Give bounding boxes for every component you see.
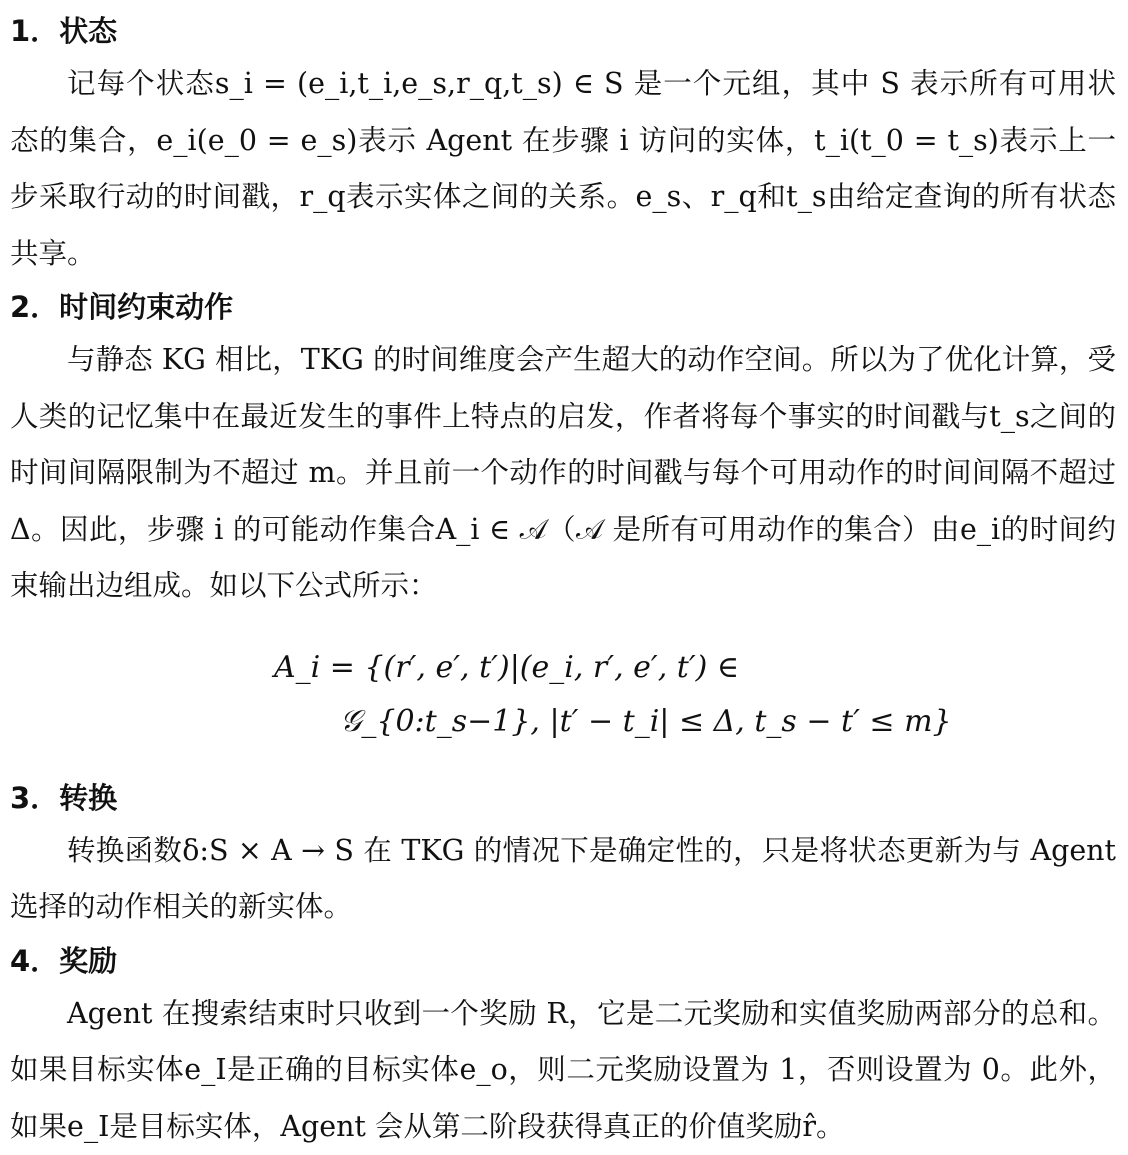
section-heading-reward: 4．奖励 bbox=[10, 936, 1116, 986]
section-text-transition-content: 转换函数δ:S × A → S 在 TKG 的情况下是确定性的，只是将状态更新为与 Agent 选择的动作相关的新实体。 bbox=[10, 834, 1116, 924]
section-heading-state: 1．状态 bbox=[10, 6, 1116, 56]
section-text-reward bbox=[10, 986, 1116, 1155]
section-text-state bbox=[10, 56, 1116, 282]
section-text-reward-content: Agent 在搜索结束时只收到一个奖励 R，它是二元奖励和实值奖励两部分的总和。如果目标实体e_I是正确的目标实体e_o，则二元奖励设置为 1，否则设置为 0。此外，如果e_I是目标实体，Agent 会从第二阶段获得真正的价值奖励r̂。 bbox=[10, 997, 1116, 1143]
section-text-action-content: 与静态 KG 相比，TKG 的时间维度会产生超大的动作空间。所以为了优化计算，受人类的记忆集中在最近发生的事件上特点的启发，作者将每个事实的时间戳与t_s之间的时间间隔限制为不超过 m。并且前一个动作的时间戳与每个可用动作的时间间隔不超过Δ。因此，步骤 i 的可能动作集合A_i ∈ 𝒜（𝒜 是所有可用动作的集合）由e_i的时间约束输出边组成。如以下公式所示： bbox=[10, 343, 1116, 602]
section-heading-transition: 3．转换 bbox=[10, 773, 1116, 823]
section-text-time-constrained-action bbox=[10, 332, 1116, 615]
action-set-formula bbox=[10, 641, 1116, 749]
section-heading-time-constrained-action: 2．时间约束动作 bbox=[10, 282, 1116, 332]
formula-line-1: A_i = {(r′, e′, t′)|(e_i, r′, e′, t′) ∈ bbox=[10, 641, 1116, 695]
section-text-transition bbox=[10, 823, 1116, 936]
formula-line-2: 𝒢_{0:t_s−1}, |t′ − t_i| ≤ Δ, t_s − t′ ≤ m} bbox=[10, 695, 1116, 749]
section-text-state-content: 记每个状态s_i = (e_i,t_i,e_s,r_q,t_s) ∈ S 是一个元组，其中 S 表示所有可用状态的集合，e_i(e_0 = e_s)表示 Agent 在步骤 i 访问的实体，t_i(t_0 = t_s)表示上一步采取行动的时间戳，r_q表示实体之间的关系。e_s、r_q和t_s由给定查询的所有状态共享。 bbox=[10, 67, 1116, 270]
